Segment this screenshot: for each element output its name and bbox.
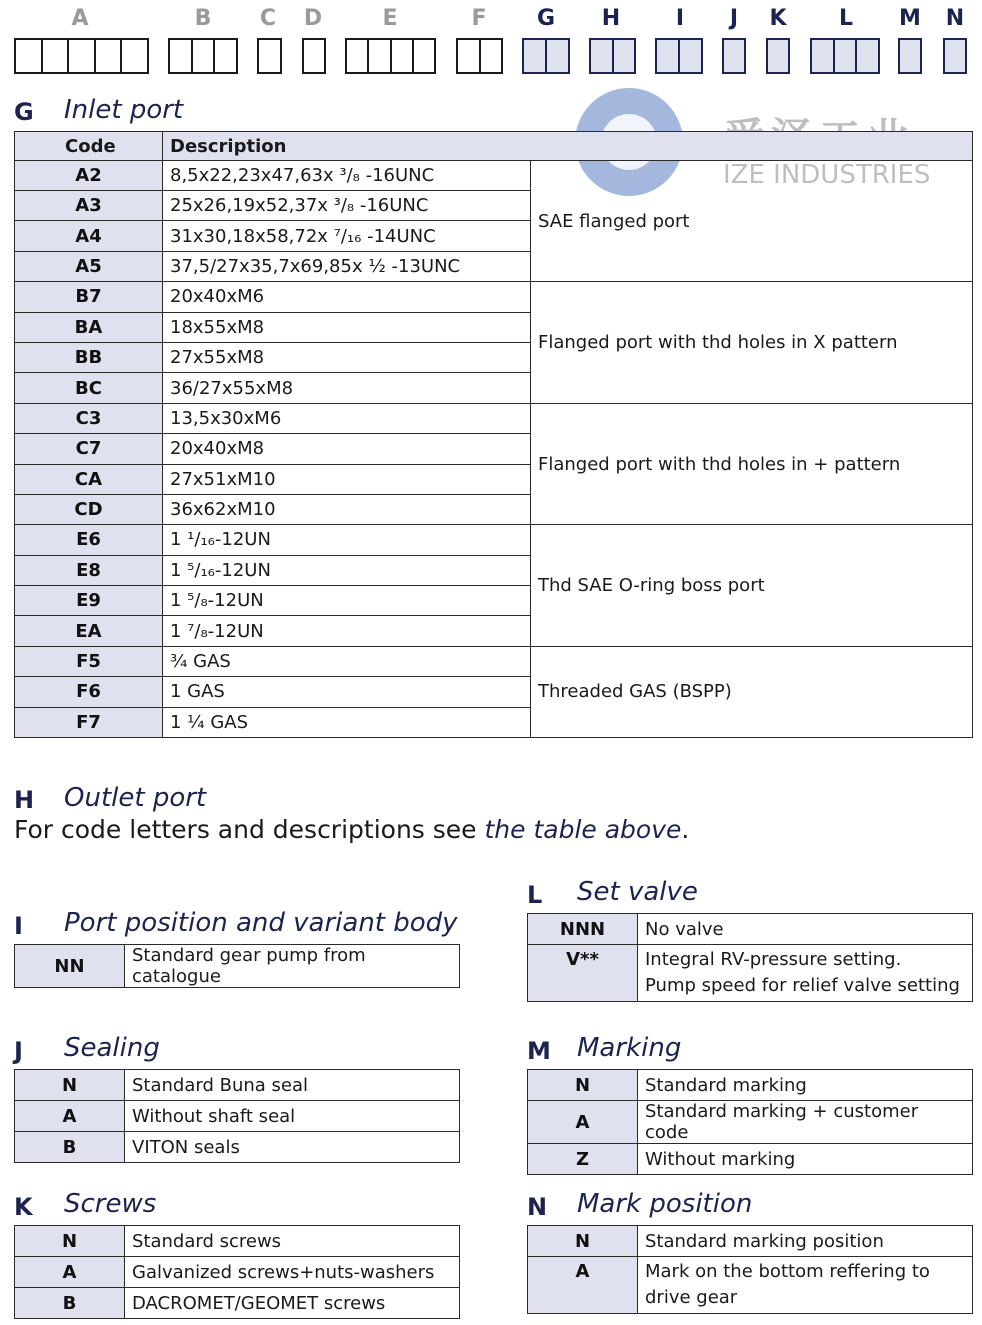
description-cell: Without marking xyxy=(638,1144,973,1175)
description-cell: Standard marking + customer code xyxy=(638,1101,973,1144)
table-row xyxy=(15,282,973,312)
description-cell: 25x26,19x52,37x ³/₈ -16UNC xyxy=(163,191,531,221)
table-row xyxy=(528,1101,973,1144)
description-cell: Standard gear pump from catalogue xyxy=(125,945,460,988)
code-letter-c: C xyxy=(259,6,277,31)
table-row xyxy=(15,161,973,191)
group-label-cell: Thd SAE O-ring boss port xyxy=(531,525,973,647)
code-letter-f: F xyxy=(471,6,487,31)
outlet-note: For code letters and descriptions see the table above. xyxy=(14,815,690,844)
code-cell: B xyxy=(15,1132,125,1163)
code-cell: A xyxy=(528,1101,638,1144)
code-cell: N xyxy=(528,1070,638,1101)
section-title-mark-position: Mark position xyxy=(577,1189,753,1219)
watermark-en: IZE INDUSTRIES xyxy=(723,160,931,190)
set-valve-table xyxy=(527,913,973,1002)
description-cell: DACROMET/GEOMET screws xyxy=(125,1288,460,1319)
code-box-group-j xyxy=(722,38,746,74)
code-cell: E6 xyxy=(15,525,163,555)
description-cell: ¾ GAS xyxy=(163,646,531,676)
table-row xyxy=(528,1226,973,1257)
section-letter-g: G xyxy=(14,98,34,126)
description-cell: VITON seals xyxy=(125,1132,460,1163)
mark-position-table xyxy=(527,1225,973,1314)
section-letter-l: L xyxy=(527,881,543,909)
code-letter-j: J xyxy=(729,6,739,31)
section-title-outlet: Outlet port xyxy=(64,783,207,813)
table-row xyxy=(528,1070,973,1101)
code-cell: C3 xyxy=(15,403,163,433)
code-cell: A3 xyxy=(15,191,163,221)
code-box-group-k xyxy=(766,38,790,74)
description-cell: 1 ¼ GAS xyxy=(163,707,531,737)
group-label-cell: Threaded GAS (BSPP) xyxy=(531,646,973,737)
description-cell: 1 ⁵/₈-12UN xyxy=(163,586,531,616)
code-cell: A xyxy=(528,1257,638,1314)
description-cell: 13,5x30xM6 xyxy=(163,403,531,433)
code-cell: CA xyxy=(15,464,163,494)
header-code: Code xyxy=(15,132,163,161)
group-label-cell: Flanged port with thd holes in + pattern xyxy=(531,403,973,525)
code-box-group-g xyxy=(522,38,570,74)
table-row xyxy=(15,525,973,555)
code-letter-d: D xyxy=(303,6,323,31)
code-cell: A4 xyxy=(15,221,163,251)
section-letter-i: I xyxy=(14,912,23,940)
table-row xyxy=(15,1101,460,1132)
table-row xyxy=(15,1070,460,1101)
description-cell: No valve xyxy=(638,914,973,945)
code-cell: V** xyxy=(528,945,638,1002)
code-cell: N xyxy=(528,1226,638,1257)
description-cell: 8,5x22,23x47,63x ³/₈ -16UNC xyxy=(163,161,531,191)
description-line: Pump speed for relief valve setting xyxy=(645,975,960,996)
description-cell: Without shaft seal xyxy=(125,1101,460,1132)
table-row xyxy=(528,1257,973,1314)
description-cell: 1 ⁷/₈-12UN xyxy=(163,616,531,646)
code-box-group-d xyxy=(302,38,326,74)
table-row xyxy=(15,1288,460,1319)
code-letter-g: G xyxy=(536,6,556,31)
code-letter-h: H xyxy=(601,6,621,31)
description-cell xyxy=(638,1257,973,1314)
section-title-screws: Screws xyxy=(64,1189,157,1219)
section-title-marking: Marking xyxy=(577,1033,682,1063)
code-cell: B7 xyxy=(15,282,163,312)
code-cell: BB xyxy=(15,342,163,372)
section-letter-k: K xyxy=(14,1193,33,1221)
code-letters-header xyxy=(0,0,982,85)
description-cell: 20x40xM8 xyxy=(163,434,531,464)
table-row xyxy=(528,914,973,945)
code-cell: A xyxy=(15,1257,125,1288)
code-cell: F6 xyxy=(15,677,163,707)
description-cell: Standard screws xyxy=(125,1226,460,1257)
description-cell xyxy=(638,945,973,1002)
code-box-group-i xyxy=(655,38,703,74)
code-letter-k: K xyxy=(769,6,787,31)
table-row xyxy=(15,1257,460,1288)
table-row xyxy=(15,1226,460,1257)
section-letter-h: H xyxy=(14,786,35,814)
code-cell: BA xyxy=(15,312,163,342)
section-title-port-position: Port position and variant body xyxy=(64,908,458,938)
code-cell: NNN xyxy=(528,914,638,945)
code-box-group-n xyxy=(943,38,967,74)
description-line: Mark on the bottom reffering to xyxy=(645,1261,930,1282)
code-letter-n: N xyxy=(945,6,965,31)
code-box-group-h xyxy=(589,38,636,74)
code-box-group-e xyxy=(345,38,436,74)
group-label-cell: SAE flanged port xyxy=(531,161,973,282)
section-letter-j: J xyxy=(14,1037,23,1065)
code-box-group-c xyxy=(257,38,282,74)
code-cell: F5 xyxy=(15,646,163,676)
port-position-table xyxy=(14,944,460,988)
section-letter-m: M xyxy=(527,1037,551,1065)
table-row xyxy=(15,945,460,988)
code-cell: CD xyxy=(15,494,163,524)
code-cell: E8 xyxy=(15,555,163,585)
description-cell: 36/27x55xM8 xyxy=(163,373,531,403)
code-cell: Z xyxy=(528,1144,638,1175)
code-cell: C7 xyxy=(15,434,163,464)
table-row xyxy=(15,646,973,676)
code-cell: EA xyxy=(15,616,163,646)
description-cell: 1 GAS xyxy=(163,677,531,707)
description-line: drive gear xyxy=(645,1287,738,1308)
code-letter-i: I xyxy=(675,6,685,31)
code-cell: N xyxy=(15,1226,125,1257)
description-cell: 31x30,18x58,72x ⁷/₁₆ -14UNC xyxy=(163,221,531,251)
description-line: Integral RV-pressure setting. xyxy=(645,949,902,970)
description-cell: 27x51xM10 xyxy=(163,464,531,494)
code-letter-m: M xyxy=(899,6,921,31)
code-cell: E9 xyxy=(15,586,163,616)
description-cell: 37,5/27x35,7x69,85x ½ -13UNC xyxy=(163,251,531,281)
section-letter-n: N xyxy=(527,1193,548,1221)
code-box-group-b xyxy=(168,38,238,74)
code-cell: B xyxy=(15,1288,125,1319)
code-cell: A5 xyxy=(15,251,163,281)
section-title-sealing: Sealing xyxy=(64,1033,160,1063)
description-cell: Standard marking position xyxy=(638,1226,973,1257)
description-cell: 1 ⁵/₁₆-12UN xyxy=(163,555,531,585)
section-title-inlet: Inlet port xyxy=(64,95,184,125)
code-box-group-l xyxy=(810,38,880,74)
code-cell: A xyxy=(15,1101,125,1132)
description-cell: 18x55xM8 xyxy=(163,312,531,342)
inlet-port-table xyxy=(14,131,973,738)
code-box-group-f xyxy=(456,38,503,74)
sealing-table xyxy=(14,1069,460,1163)
code-box-group-a xyxy=(14,38,149,74)
code-cell: F7 xyxy=(15,707,163,737)
description-cell: 1 ¹/₁₆-12UN xyxy=(163,525,531,555)
description-cell: Standard Buna seal xyxy=(125,1070,460,1101)
section-title-set-valve: Set valve xyxy=(577,877,698,907)
table-row xyxy=(15,1132,460,1163)
code-letter-l: L xyxy=(838,6,854,31)
marking-table xyxy=(527,1069,973,1175)
description-cell: 20x40xM6 xyxy=(163,282,531,312)
screws-table xyxy=(14,1225,460,1319)
code-box-group-m xyxy=(898,38,922,74)
code-letter-a: A xyxy=(71,6,89,31)
description-cell: 27x55xM8 xyxy=(163,342,531,372)
description-cell: 36x62xM10 xyxy=(163,494,531,524)
group-label-cell: Flanged port with thd holes in X pattern xyxy=(531,282,973,404)
description-cell: Standard marking xyxy=(638,1070,973,1101)
code-letter-e: E xyxy=(382,6,398,31)
table-row xyxy=(528,1144,973,1175)
code-letter-b: B xyxy=(194,6,212,31)
code-cell: N xyxy=(15,1070,125,1101)
description-cell: Galvanized screws+nuts-washers xyxy=(125,1257,460,1288)
code-cell: NN xyxy=(15,945,125,988)
table-row xyxy=(15,403,973,433)
header-description: Description xyxy=(163,132,973,161)
code-cell: A2 xyxy=(15,161,163,191)
code-cell: BC xyxy=(15,373,163,403)
table-row xyxy=(528,945,973,1002)
